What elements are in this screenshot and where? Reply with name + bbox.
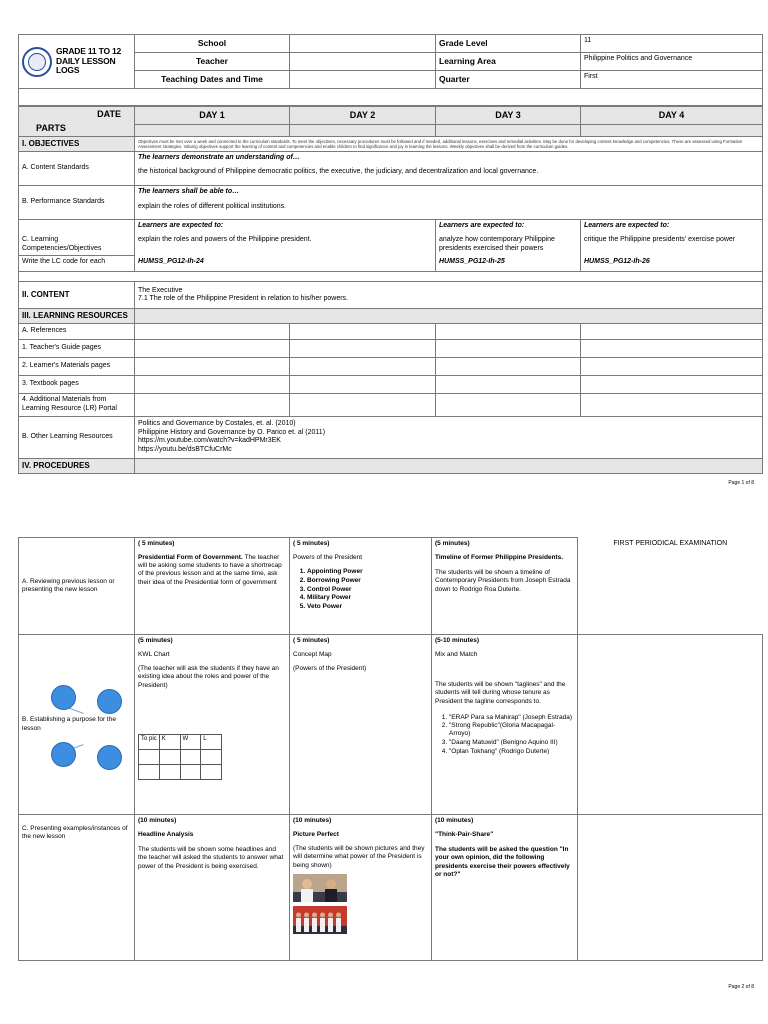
competencies-day4: Learners are expected to: critique the Philippine presidents' exercise power <box>581 220 763 256</box>
learning-area-label: Learning Area <box>436 53 581 71</box>
row-c-label: C. Presenting examples/instances of the new lesson <box>19 815 135 961</box>
learners-materials-label: 2. Learner's Materials pages <box>19 358 135 376</box>
lc-code-label: Write the LC code for each <box>19 256 135 272</box>
grade-level-label: Grade Level <box>436 35 581 53</box>
teacher-value <box>290 53 436 71</box>
objectives-table <box>18 106 763 474</box>
competencies-day3: Learners are expected to: analyze how contemporary Philippine presidents exercised their powers <box>436 220 581 256</box>
date-parts-cell <box>19 107 135 137</box>
row-b-day3: (5-10 minutes) Mix and Match The students will be shown "taglines" and the students will tell during whose tenure as President the tagline corresponds to. 1. "ERAP Para sa Mahirap" (Joseph Estrada) 2. "Strong Republic"(Gloria Macapagal-Arroyo) 3. "Daang Matuwid" (Benigno Aquino III) 4. "Oplan Tokhang" (Rodrigo Duterte) <box>432 635 578 815</box>
parts-label: PARTS <box>36 122 66 133</box>
powers-list: 1. Appointing Power 2. Borrowing Power 3. Control Power 4. Military Power 5. Veto Power <box>293 568 428 611</box>
lc-code-day1: HUMSS_PG12-Ih-24 <box>135 256 436 272</box>
day-2-header: DAY 2 <box>290 107 436 125</box>
header-table <box>18 34 763 106</box>
procedures-table <box>18 537 763 961</box>
quarter-label: Quarter <box>436 71 581 89</box>
concept-map-bubble-icon <box>97 745 122 770</box>
grade-level-value: 11 <box>581 35 763 53</box>
row-b-label: B. Establishing a purpose for the lesson <box>22 716 116 732</box>
school-label: School <box>135 35 290 53</box>
row-c-day1: (10 minutes) Headline Analysis The students will be shown some headlines and the teacher will asked the students to answer what power of the President is being exercised. <box>135 815 290 961</box>
row-b-day2: ( 5 minutes) Concept Map (Powers of the President) <box>290 635 432 815</box>
performance-standards-cell: The learners shall be able to… explain the roles of different political institutions. <box>135 186 763 220</box>
date-label: DATE <box>97 109 121 120</box>
row-c-day2: (10 minutes) Picture Perfect (The students will be shown pictures and they will determine what power of the President is being shown) <box>290 815 432 961</box>
teacher-label: Teacher <box>135 53 290 71</box>
quarter-value: First <box>581 71 763 89</box>
content-label: II. CONTENT <box>19 282 135 309</box>
page-2 <box>18 537 762 961</box>
row-a-day3: (5 minutes) Timeline of Former Philippine Presidents. The students will be shown a timeline of Contemporary Presidents from Joseph Estrada down to Rodrigo Roa Duterte. <box>432 538 578 635</box>
learning-resources-label: III. LEARNING RESOURCES <box>19 309 135 324</box>
row-a-day2: ( 5 minutes) Powers of the President 1. Appointing Power 2. Borrowing Power 3. Control Power 4. Military Power 5. Veto Power <box>290 538 432 635</box>
lc-code-day4: HUMSS_PG12-Ih-26 <box>581 256 763 272</box>
textbook-label: 3. Textbook pages <box>19 376 135 394</box>
row-a-label: A. Reviewing previous lesson or presenting the new lesson <box>19 538 135 635</box>
logo-cell <box>19 35 135 89</box>
performance-standards-label: B. Performance Standards <box>19 186 135 220</box>
content-cell: The Executive 7.1 The role of the Philippine President in relation to his/her powers. <box>135 282 763 309</box>
concept-map-bubble-icon <box>51 685 76 710</box>
learning-area-value: Philippine Politics and Governance <box>581 53 763 71</box>
deped-seal-icon <box>22 47 52 77</box>
day-4-header: DAY 4 <box>581 107 763 125</box>
content-standards-label: A. Content Standards <box>19 152 135 186</box>
lr-portal-label: 4. Additional Materials from Learning Resource (LR) Portal <box>19 394 135 417</box>
row-a-day1: ( 5 minutes) Presidential Form of Government. The teacher will be asking some students to have a shortrecap of the previous lesson and at the same time, ask their idea of the Presidential form of government <box>135 538 290 635</box>
objectives-label: I. OBJECTIVES <box>19 137 135 152</box>
concept-map-bubble-icon <box>51 742 76 767</box>
other-resources-label: B. Other Learning Resources <box>19 416 135 458</box>
page-1-number: Page 1 of 8 <box>728 480 754 486</box>
president-photo-2 <box>293 906 347 934</box>
concept-map-bubble-icon <box>97 689 122 714</box>
youtube-link-1[interactable]: https://m.youtube.com/watch?v=kadHPMr3EK <box>138 437 281 445</box>
day-1-header: DAY 1 <box>135 107 290 125</box>
page-1 <box>18 34 762 474</box>
row-b-label-cell <box>19 635 135 815</box>
teachers-guide-label: 1. Teacher's Guide pages <box>19 340 135 358</box>
lc-code-day3: HUMSS_PG12-Ih-25 <box>436 256 581 272</box>
dll-title: GRADE 11 TO 12 DAILY LESSON LOGS <box>56 45 122 76</box>
page-2-number: Page 2 of 8 <box>728 984 754 990</box>
day-3-header: DAY 3 <box>436 107 581 125</box>
teaching-dates-label: Teaching Dates and Time <box>135 71 290 89</box>
other-resources-cell: Politics and Governance by Costales, et. al. (2010) Philippine History and Governance by O. Parico et. al (2011) https://m.youtube.com/watch?v=kadHPMr3EK https://youtu.be/dsBTCfuCrMc <box>135 416 763 458</box>
row-b-day1: (5 minutes) KWL Chart (The teacher will ask the students if they have an existing idea about the roles and power of the President) To pic K W L <box>135 635 290 815</box>
objectives-note: Objectives must be met over a week and connected to the curriculum standards. To meet the objectives, necessary procedures must be followed and if needed, additional lessons, exercises and remedial activities. May be done for developing content knowledge and competencies. These are assessed using Formative Assessment strategies. Valuing objectives support the learning of content and competencies and enable children to find significance and joy in learning the lessons. Weekly objectives shall be derived from the curriculum guides. <box>135 137 763 152</box>
first-periodical-exam: FIRST PERIODICAL EXAMINATION <box>578 538 763 635</box>
competencies-label: C. Learning Competencies/Objectives <box>19 220 135 256</box>
content-standards-cell: The learners demonstrate an understanding of… the historical background of Philippine democratic politics, the executive, the judiciary, and decentralization and local governance. <box>135 152 763 186</box>
tagline-list: 1. "ERAP Para sa Mahirap" (Joseph Estrada) 2. "Strong Republic"(Gloria Macapagal-Arroyo) 3. "Daang Matuwid" (Benigno Aquino III) 4. "Oplan Tokhang" (Rodrigo Duterte) <box>435 714 574 756</box>
references-label: A. References <box>19 324 135 340</box>
school-value <box>290 35 436 53</box>
procedures-label: IV. PROCEDURES <box>19 458 135 473</box>
kwl-chart: To pic K W L <box>138 734 222 780</box>
spacer-row <box>19 89 763 106</box>
competencies-day1: Learners are expected to: explain the roles and powers of the Philippine president. <box>135 220 436 256</box>
president-photo-1 <box>293 874 347 902</box>
teaching-dates-value <box>290 71 436 89</box>
row-c-day3: (10 minutes) "Think-Pair-Share" The students will be asked the question "In your own opinion, did the following presidents exercise their powers effectively or not?" <box>432 815 578 961</box>
youtube-link-2[interactable]: https://youtu.be/dsBTCfuCrMc <box>138 446 232 454</box>
